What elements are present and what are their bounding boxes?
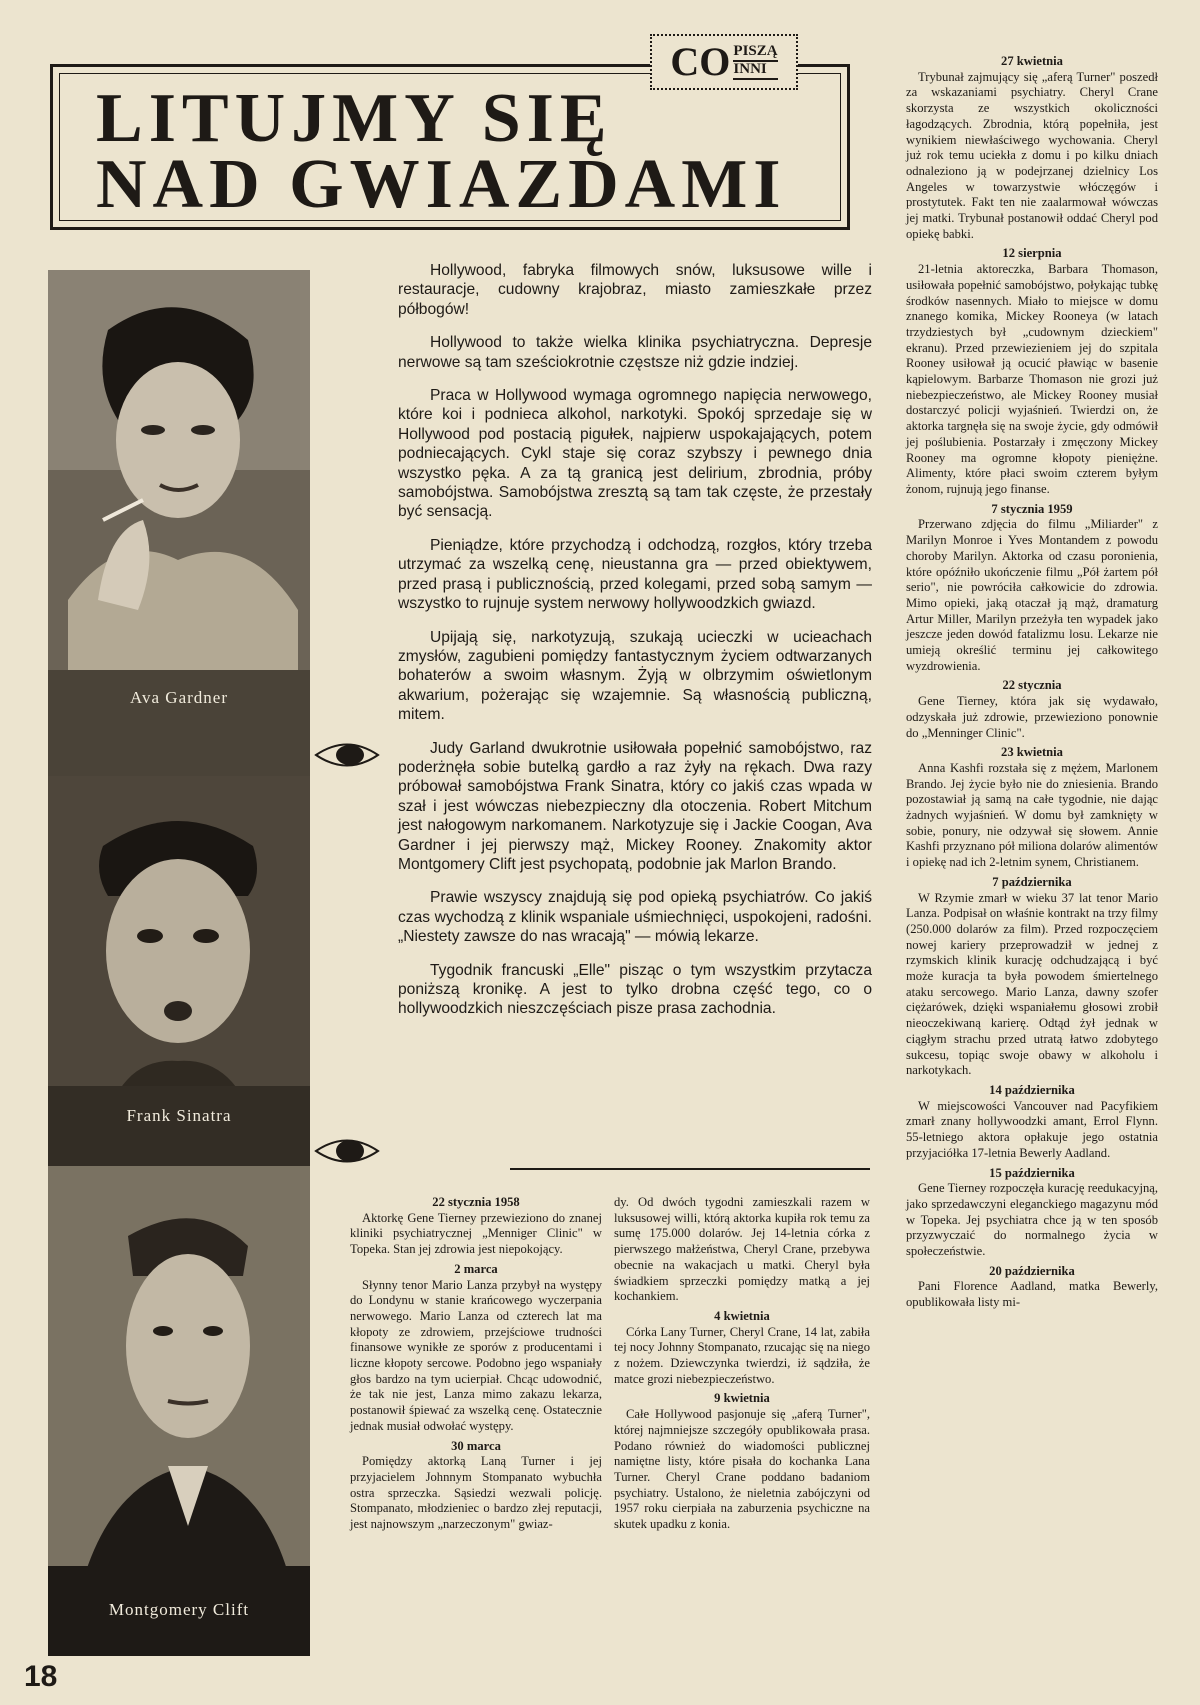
photo-frank-sinatra [48, 776, 310, 1166]
headline-line-2: NAD GWIAZDAMI [96, 146, 787, 223]
entry-text: Gene Tierney, która jak się wydawało, odzyskała już zdrowie, przewieziono ponownie do „Menninger Clinic". [906, 694, 1158, 740]
portrait-illustration [48, 1166, 310, 1656]
logo-top-text: PISZĄ [733, 44, 777, 62]
eye-icon [312, 738, 382, 772]
entry-text: Całe Hollywood pasjonuje się „aferą Turner", której najmniejsze szczegóły opublikowała prasa. Podano również do wiadomości publicznej namiętne listy, które pisała do kochanka Lana Turner. Cheryl Crane poddano badaniom psychiatry. Ustalono, że nieletnia zabójczyni od 1957 roku cierpiała na zaburzenia psychiczne na skutek upadku z konia. [614, 1407, 870, 1532]
photo-montgomery-clift [48, 1166, 310, 1656]
section-divider [510, 1168, 870, 1170]
paragraph: Praca w Hollywood wymaga ogromnego napięcia nerwowego, które koi i podnieca alkohol, narkotyki. Spokój sprzedaje się w Hollywood pod postacią pigułek, najpierw uspokajających, potem podniecających. Cykl staje się coraz szybszy i pewnego dnia wszystko pęka. A za tą granicą jest delirium, zbrodnia, próby samobójstwa. Samobójstwa zresztą są tam tak częste, że przestały być sensacją. [398, 387, 872, 521]
entry-text: 21-letnia aktoreczka, Barbara Thomason, usiłowała popełnić samobójstwo, połykając tubkę środków nasennych. Miało to miejsce w domu znanego komika, Mickey Rooneya (w latach trzydziestych był „cudownym dzieckiem" ekranu). Przed przewiezieniem jej do szpitala Rooney usiłował ją ocucić pławiąc w basenie kąpielowym. Barbarze Thomason nie grozi już niebezpieczeństwo, ale Mickey Rooney musiał dostarczyć policji wyjaśnień. Twierdzi on, że aktorka targnęła się na swoje życie, gdy odmówił jej poślubienia. Postarzały i zmęczony Mickey Rooney ma ogromne kłopoty pieniężne. Alimenty, które płaci swoim czterem byłym żonom, rujnują jego finanse. [906, 262, 1158, 496]
entry-date: 30 marca [451, 1438, 501, 1453]
entry-date: 12 sierpnia [1002, 246, 1062, 261]
entry-text: Pani Florence Aadland, matka Bewerly, opublikowała listy mi- [906, 1279, 1158, 1310]
entry-text: Słynny tenor Mario Lanza przybył na występy do Londynu w stanie krańcowego wyczerpania nerwowego. Mario Lanza od czterech lat ma kłopoty ze zdrowiem, przejściowe trudności finansowe wynikłe ze sporów z producentami i liczne kłopoty sercowe. Podobno jego wspaniały głos bardzo na tym ucierpiał. Chcąc udowodnić, że tak nie jest, Lanza mimo zakazu lekarza, postanowił śpiewać za wszelką cenę. Ostatecznie jednak musiał odwołać występy. [350, 1277, 602, 1433]
entry-date: 14 października [989, 1083, 1075, 1097]
entry-text: Anna Kashfi rozstała się z mężem, Marlonem Brando. Jej życie było nie do zniesienia. Brando pozostawiał ją samą na całe tygodnie, nie dając żadnych wyjaśnień. W domu był zamknięty w sobie, ponury, nie odzywał się słowem. Annie Kashfi przyznano pół miliona dolarów alimentów i opiekę nad ich 2-letnim synem, Christianem. [906, 760, 1158, 870]
paragraph: Prawie wszyscy znajdują się pod opieką psychiatrów. Co jakiś czas wychodzą z klinik wspaniale uśmiechnięci, uspokojeni, radośni. „Niestety zawsze do nas wracają" — mówią lekarze. [398, 889, 872, 946]
paragraph: Hollywood, fabryka filmowych snów, luksusowe wille i restauracje, cudowny krajobraz, miasto zamieszkałe przez półbogów! [398, 262, 872, 318]
photo-caption: Frank Sinatra [126, 1106, 232, 1125]
entry-date: 22 stycznia 1958 [432, 1195, 520, 1209]
entry-text: dy. Od dwóch tygodni zamieszkali razem w luksusowej willi, którą aktorka kupiła rok temu za sumę 175.000 dolarów. Jej 14-letnia córka z pierwszego małżeństwa, Cheryl Crane, przebywa obecnie na wakacjach u matki. Cheryl była świadkiem sprzeczki pomiędzy matką a jej kochankiem. [614, 1195, 870, 1304]
entry-text: Pomiędzy aktorką Laną Turner i jej przyjacielem Johnnym Stompanato wybuchła ostra sprzeczka. Sąsiedzi wezwali policję. Stompanato, młodzieniec o bardzo złej reputacji, jest najnowszym „narzeczonym" gwiaz- [350, 1454, 602, 1532]
entry-text: W Rzymie zmarł w wieku 37 lat tenor Mario Lanza. Podpisał on właśnie kontrakt na trzy filmy (250.000 dolarów za film). Przed rozpoczęciem nowej kariery przeprowadził w jednej z rzymskich klinik kurację odchudzającą i być może kuracja ta była powodem śmiertelnego ataku sercowego. Mario Lanza, dawny szofer ciężarówek, dzięki wspaniałemu głosowi zrobił nieoczekiwaną karierę. Odtąd żył jednak w ciągłym strachu przed utratą łatwo zdobytego sukcesu, topiąc swoje obawy w alkoholu i narkotykach. [906, 890, 1158, 1078]
chronicle-column-bottom-left [350, 1195, 602, 1537]
paragraph: Judy Garland dwukrotnie usiłowała popełnić samobójstwo, raz poderżnęła sobie butelką gardło a raz żyły na rękach. Dwa razy próbował samobójstwa Frank Sinatra, który co jakiś czas wpada w szał i jest wówczas niebezpieczny dla otoczenia. Robert Mitchum jest nałogowym narkomanem. Narkotyzuje się i Jackie Coogan, Ava Gardner i jej pierwszy mąż, Mickey Rooney. Znakomity aktor Montgomery Clift jest psychopatą, podobnie jak Marlon Brando. [398, 739, 872, 873]
entry-text: Gene Tierney rozpoczęła kurację reedukacyjną, jako sprzedawczyni eleganckiego magazynu mód w Topeka. Jej psychiatra chce ją w ten sposób przyzwyczaić do normalnego życia w społeczeństwie. [906, 1181, 1158, 1259]
entry-text: Córka Lany Turner, Cheryl Crane, 14 lat, zabiła tej nocy Johnny Stompanato, rzucając się na niego z nożem. Dziewczynka twierdzi, iż sądziła, że matce grozi niebezpieczeństwo. [614, 1324, 870, 1386]
logo-stack [733, 44, 777, 80]
column-logo [650, 34, 798, 90]
photo-caption: Montgomery Clift [108, 1600, 250, 1619]
paragraph: Hollywood to także wielka klinika psychiatryczna. Depresje nerwowe są tam sześciokrotnie częstsze niż gdzie indziej. [398, 334, 872, 371]
entry-date: 20 października [989, 1263, 1075, 1278]
entry-date: 2 marca [454, 1261, 498, 1276]
entry-date: 7 stycznia 1959 [991, 501, 1073, 516]
logo-bottom-text: INNI [733, 62, 777, 80]
entry-date: 15 października [989, 1165, 1075, 1180]
paragraph: Tygodnik francuski „Elle" pisząc o tym wszystkim przytacza poniższą kronikę. A jest to tylko drobna część tego, co o hollywoodzkich nieszczęściach pisze prasa zachodnia. [398, 961, 872, 1018]
chronicle-column-bottom-center [614, 1195, 870, 1537]
paragraph: Pieniądze, które przychodzą i odchodzą, rozgłos, który trzeba utrzymać za wszelką cenę, nieustanna gra — przed obiektywem, przed prasą i publicznością, przed kolegami, przed sobą samym — wszystko to rujnuje system nerwowy hollywoodzkich gwiazd. [398, 536, 872, 613]
eye-icon [312, 1134, 382, 1168]
entry-text: Przerwano zdjęcia do filmu „Miliarder" z Marilyn Monroe i Yves Montandem z powodu choroby Marilyn. Aktorka od czasu poronienia, które opóźniło ukończenie filmu „Pół żartem pół serio", nie powróciła całkowicie do zdrowia. Mimo opieki, jaką otaczał ją mąż, dramaturg Artur Miller, Marilyn przeżyła ten wypadek jako jeszcze jeden dowód fatalizmu losu. Lekarze nie umieją określić terminu jej całkowitego wyzdrowienia. [906, 517, 1158, 673]
paragraph: Upijają się, narkotyzują, szukają ucieczki w ucieachach zmysłów, zagubieni pomiędzy fantastycznym życiem odtwarzanych bohaterów a swoim własnym. Żyją w olbrzymim oświetlonym akwarium, pożerając się wzajemnie. Są własnością publiczną, mitem. [398, 628, 872, 724]
entry-date: 27 kwietnia [1001, 54, 1063, 68]
headline-line-1: LITUJMY SIĘ [96, 80, 613, 157]
entry-date: 22 stycznia [1002, 678, 1062, 693]
page-number: 18 [24, 1660, 58, 1693]
photo-caption: Ava Gardner [129, 688, 228, 707]
entry-text: Aktorkę Gene Tierney przewieziono do znanej kliniki psychiatrycznej „Menniger Clinic" w Topeka. Stan jej zdrowia jest niepokojący. [350, 1210, 602, 1257]
entry-date: 7 października [992, 874, 1072, 889]
entry-date: 4 kwietnia [714, 1308, 770, 1323]
main-article [398, 261, 872, 1033]
logo-co-text: CO [670, 39, 731, 84]
chronicle-column-right [906, 54, 1158, 1315]
entry-text: W miejscowości Vancouver nad Pacyfikiem zmarł znany hollywoodzki amant, Errol Flynn. 55-letniego aktora opłakuje jego ostatnia przyjaciółka 17-letnia Bewerly Aadland. [906, 1098, 1158, 1160]
entry-text: Trybunał zajmujący się „aferą Turner" poszedł za wskazaniami psychiatry. Cheryl Crane skorzysta ze wszystkich okoliczności łagodzących. Zbrodnia, którą popełniła, jest wynikiem niewłaściwego wychowania. Cheryl już rok temu uciekła z domu i po kilku dniach odnaleziono ją w podejrzanej dzielnicy Los Angeles w towarzystwie włóczęgów i prostytutek. Fakt ten nie zaalarmował wówczas jej matki. Trybunał postanowił oddać Cheryl pod opiekę babki. [906, 69, 1158, 241]
entry-date: 9 kwietnia [714, 1391, 770, 1406]
photo-ava-gardner [48, 270, 310, 776]
entry-date: 23 kwietnia [1001, 745, 1063, 760]
